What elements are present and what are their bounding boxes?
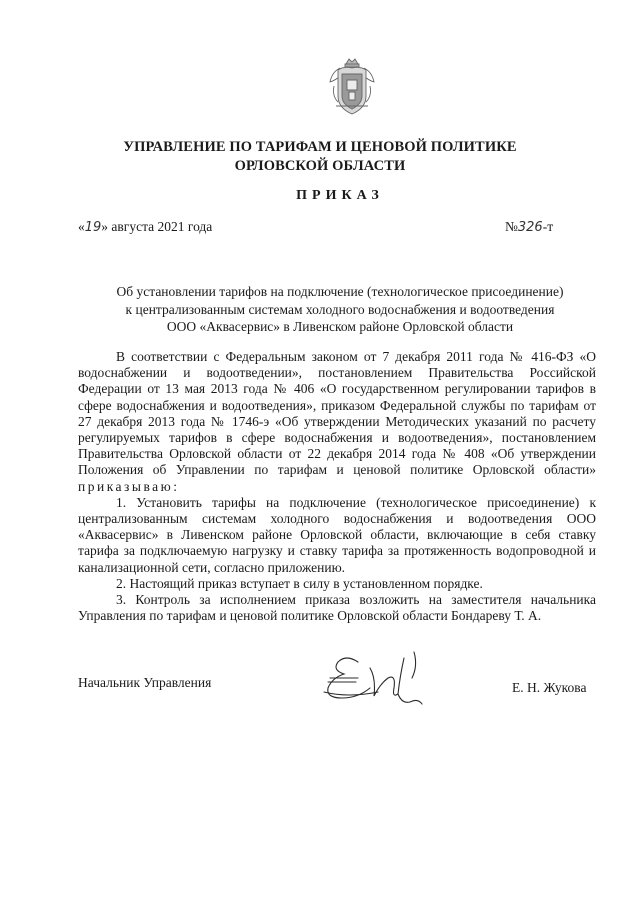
organization-name-line2: ОРЛОВСКОЙ ОБЛАСТИ: [234, 158, 406, 174]
document-date: [78, 219, 212, 235]
document-number: [505, 219, 553, 235]
number-prefix: №: [505, 219, 518, 234]
subject-line2: к централизованным системам холодного водоснабжения и водоотведения: [125, 301, 555, 317]
date-open-quote: «: [78, 219, 85, 234]
preamble-paragraph: [78, 349, 596, 495]
organization-name-line1: УПРАВЛЕНИЕ ПО ТАРИФАМ И ЦЕНОВОЙ ПОЛИТИКЕ: [123, 139, 517, 155]
order-item-1: 1. Установить тарифы на подключение (технологическое присоединение) к централизованным системам холодного водоснабжения и водоотведения ООО «Аквасервис» в Ливенском районе Орловской области, включающие в себя ставку тарифа за подключаемую нагрузку и ставку тарифа за протяженность водопроводной и канализационной сети, согласно приложению.: [78, 494, 596, 575]
date-month-year: » августа 2021 года: [101, 219, 213, 234]
subject-line3: ООО «Аквасервис» в Ливенском районе Орловской области: [166, 319, 514, 334]
order-word: приказываю:: [78, 478, 180, 494]
number-suffix: -т: [542, 219, 554, 234]
preamble-text: В соответствии с Федеральным законом от 7 декабря 2011 года № 416-ФЗ «О водоснабжении и водоотведении», постановлением Правительства Российской Федерации от 13 мая 2013 года № 406 «О государственном регулировании тарифов в сфере водоснабжения и водоотведения», приказом Федеральной службы по тарифам от 27 декабря 2013 года № 1746-э «Об утверждении Методических указаний по расчету регулируемых тарифов в сфере водоснабжения и водоотведения», постановлением Правительства Орловской области от 22 декабря 2014 года № 408 «Об утверждении Положения об Управлении по тарифам и ценовой политике Орловской области»: [78, 349, 596, 478]
signatory-name: Е. Н. Жукова: [512, 680, 587, 695]
coat-of-arms-emblem: [326, 56, 378, 118]
signatory-title: Начальник Управления: [78, 675, 212, 690]
date-day-handwritten: 19: [84, 220, 102, 235]
order-item-2: 2. Настоящий приказ вступает в силу в установленном порядке.: [116, 575, 483, 591]
order-body: [78, 349, 596, 624]
number-handwritten: 326: [517, 220, 543, 235]
order-item-3: 3. Контроль за исполнением приказа возложить на заместителя начальника Управления по тарифам и ценовой политике Орловской области Бондареву Т. А.: [78, 592, 596, 624]
handwritten-signature: [318, 648, 438, 710]
document-type-title: ПРИКАЗ: [296, 188, 384, 203]
order-subject: [70, 283, 610, 336]
subject-line1: Об установлении тарифов на подключение (технологическое присоединение): [116, 284, 564, 299]
